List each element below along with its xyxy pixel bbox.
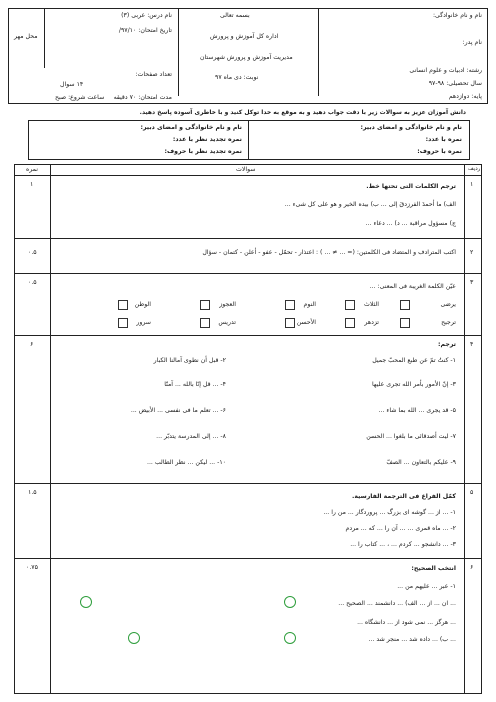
q1-num: ۱	[470, 181, 474, 188]
q4-item-5: ۵- قد یجری ... الله بما شاء ...	[378, 407, 456, 414]
exam-date-label: تاریخ امتحان: ۹۷/۱۰/	[118, 27, 172, 34]
q4-item-9: ۹- علیکم بالتعاون ... الصفّ	[386, 459, 456, 466]
field-label: رشته: ادبیات و علوم انسانی	[409, 67, 482, 74]
q4-item-4: ۴- ... قل إنّا بالله ... آمنّا	[164, 381, 226, 388]
exam-term: نوبت: دی ماه ۹۷	[215, 74, 259, 81]
q6-line-4: ... ب) ... داده شد ... منجر شد ...	[368, 636, 456, 643]
q6-title: انتخب الصحیح:	[411, 565, 456, 572]
q3-num: ۳	[470, 279, 474, 286]
q6-option-circle-2[interactable]	[80, 596, 92, 608]
q3-opt-1-3: النوم	[303, 301, 316, 308]
q1-line-2: الف) ما أحمدَ الفرزدقَ إلی ... ب) بیده الخیر و هو علی کل شیء ...	[284, 201, 456, 208]
q4-item-3: ۳- إنّ الأمور بأمر الله تجری علیها	[372, 381, 456, 388]
header-divider-stamp	[44, 8, 45, 68]
subject-label: نام درس: عربی (۳)	[121, 12, 172, 19]
q5-num: ۵	[470, 489, 474, 496]
q3-opt-1-4: العجوز	[219, 301, 236, 308]
q5-line-2: ۲- ... ماه قمری ... ... آن را ... که ... مردم	[345, 525, 456, 532]
q3-opt-1-1: یرضی	[440, 301, 456, 308]
q4-item-2: ۲- قبل أن نطوی آمالنا الکبار	[153, 357, 226, 364]
header-divider-right	[318, 8, 319, 96]
q4-item-6: ۶- ... تعلم ما فی نفسی ... الأبیض ...	[130, 407, 226, 414]
header-divider-left	[178, 8, 179, 96]
q2-line-1: اکتب المترادف و المتضاد فی الکلمتین: (= ... ≠ ... ) : اعتذار - تحمّل - عفو - أعلن - کتمان - سؤال	[202, 249, 456, 256]
q4-item-8: ۸- ... إلی المدرسة یتدبّر ...	[156, 433, 226, 440]
q2-score: ۰.۵	[28, 249, 37, 256]
q5-line-3: ۳- ... دانشجو ... کردم ... ، ... کتاب را ...	[350, 541, 456, 548]
q3-opt-2-1: ترجیح	[441, 319, 456, 326]
q4-title: ترجم:	[438, 341, 456, 348]
row-sep-4	[14, 483, 481, 484]
q4-score: ۶	[30, 341, 34, 348]
q3-score: ۰.۵	[28, 279, 37, 286]
start-time-label: ساعت شروع: صبح	[55, 94, 105, 101]
grade-label: پایه: دوازدهم	[448, 93, 482, 100]
edu-dept: اداره کل آموزش و پرورش	[210, 33, 279, 40]
q3-checkbox-2-2[interactable]	[345, 318, 355, 328]
q3-checkbox-2-4[interactable]	[200, 318, 210, 328]
question-count: ۱۴ سوال	[60, 81, 84, 88]
q2-num: ۲	[470, 249, 474, 256]
score-col-line	[50, 164, 51, 693]
q3-checkbox-2-3[interactable]	[285, 318, 295, 328]
stamp-label: محل مهر	[14, 33, 38, 40]
q3-checkbox-1-4[interactable]	[200, 300, 210, 310]
q6-option-circle-1[interactable]	[284, 596, 296, 608]
q3-opt-2-5: سرور	[136, 319, 151, 326]
q5-score: ۱.۵	[28, 489, 37, 496]
teacher-box-divider	[248, 120, 249, 159]
review-teacher-label: نام و نام خانوادگی و امضای دبیر:	[140, 124, 242, 131]
q1-line-1: ترجم الکلمات التی تحتها خط.	[366, 183, 456, 190]
q3-checkbox-2-1[interactable]	[400, 318, 410, 328]
q3-opt-1-2: الثلاث	[364, 301, 379, 308]
q6-line-3: ... هرگز ... نمی شود از ... دانشگاه ...	[357, 619, 456, 626]
bismillah: بسمه تعالی	[220, 12, 250, 19]
score-num-label: نمره با عدد:	[425, 136, 462, 143]
duration-label: مدت امتحان: ۷۰ دقیقه	[113, 94, 172, 101]
q3-checkbox-1-2[interactable]	[345, 300, 355, 310]
q6-score: ۰.۷۵	[26, 564, 38, 571]
school-year-label: سال تحصیلی: ۹۸-۹۷	[428, 80, 482, 87]
q4-num: ۴	[470, 341, 474, 348]
teacher-name-label: نام و نام خانوادگی و امضای دبیر:	[360, 124, 462, 131]
row-sep-5	[14, 558, 481, 559]
father-name-label: نام پدر:	[462, 39, 482, 46]
pages-label: تعداد صفحات:	[135, 71, 172, 78]
review-score-num-label: نمره تجدید نظر با عدد:	[172, 136, 242, 143]
row-sep-2	[14, 273, 481, 274]
q1-score: ۱	[30, 181, 34, 188]
q4-item-1: ۱- کنتُ تمّ عن طبع المحبّ جمیل	[372, 357, 456, 364]
col-question-header: سوالات	[236, 166, 256, 173]
row-sep-1	[14, 238, 481, 239]
row-col-line	[464, 164, 465, 693]
q3-opt-2-4: تدریس	[218, 319, 236, 326]
q4-item-10: ۱۰- ... لیکن ... نظر الطالب ...	[146, 459, 226, 466]
q1-line-3: ج) مسؤول مراقبة ... د) ... دعاء ...	[365, 220, 456, 227]
student-name-label: نام و نام خانوادگی:	[432, 12, 482, 19]
q3-checkbox-2-5[interactable]	[118, 318, 128, 328]
q4-item-7: ۷- لیت أصدقائی ما بلغوا ... الحسن	[366, 433, 456, 440]
q3-opt-1-5: الوطن	[134, 301, 151, 308]
q3-checkbox-1-1[interactable]	[400, 300, 410, 310]
q6-option-circle-3[interactable]	[284, 632, 296, 644]
q6-num: ۶	[470, 564, 474, 571]
col-score-header: نمره	[26, 166, 38, 173]
q3-checkbox-1-3[interactable]	[285, 300, 295, 310]
q3-opt-2-3: الأحسن	[296, 319, 316, 326]
q3-opt-2-2: تزدهر	[364, 319, 379, 326]
q6-line-2: ... ان ... از ... الف) ... دانشمند ... الصحیح ...	[338, 600, 456, 607]
q5-line-1: ۱- ... از ... گوشه ای بزرگ ... پروردگار ... من را ...	[323, 509, 456, 516]
q6-option-circle-4[interactable]	[128, 632, 140, 644]
review-score-text-label: نمره تجدید نظر با حروف:	[164, 148, 242, 155]
row-sep-3	[14, 335, 481, 336]
q3-checkbox-1-5[interactable]	[118, 300, 128, 310]
q6-line-1: ۱- عبر ... علیهم من ...	[397, 583, 456, 590]
score-text-label: نمره با حروف:	[417, 148, 462, 155]
q3-title: عیّن الکلمة الغریبة فی المعنی: ...	[369, 283, 456, 290]
instruction-text: دانش آموزان عزیز به سوالات زیر با دقت جواب دهید و به موقع به خدا توکل کنید و با خاطری آسوده پاسخ دهید.	[139, 109, 466, 116]
edu-city: مدیریت آموزش و پرورش شهرستان	[200, 54, 293, 61]
table-header-line	[14, 175, 481, 176]
q5-title: کمّل الفراغ فی الترجمة الفارسیة.	[352, 493, 456, 500]
questions-table	[14, 164, 482, 694]
col-row-header: ردیف	[468, 166, 481, 172]
